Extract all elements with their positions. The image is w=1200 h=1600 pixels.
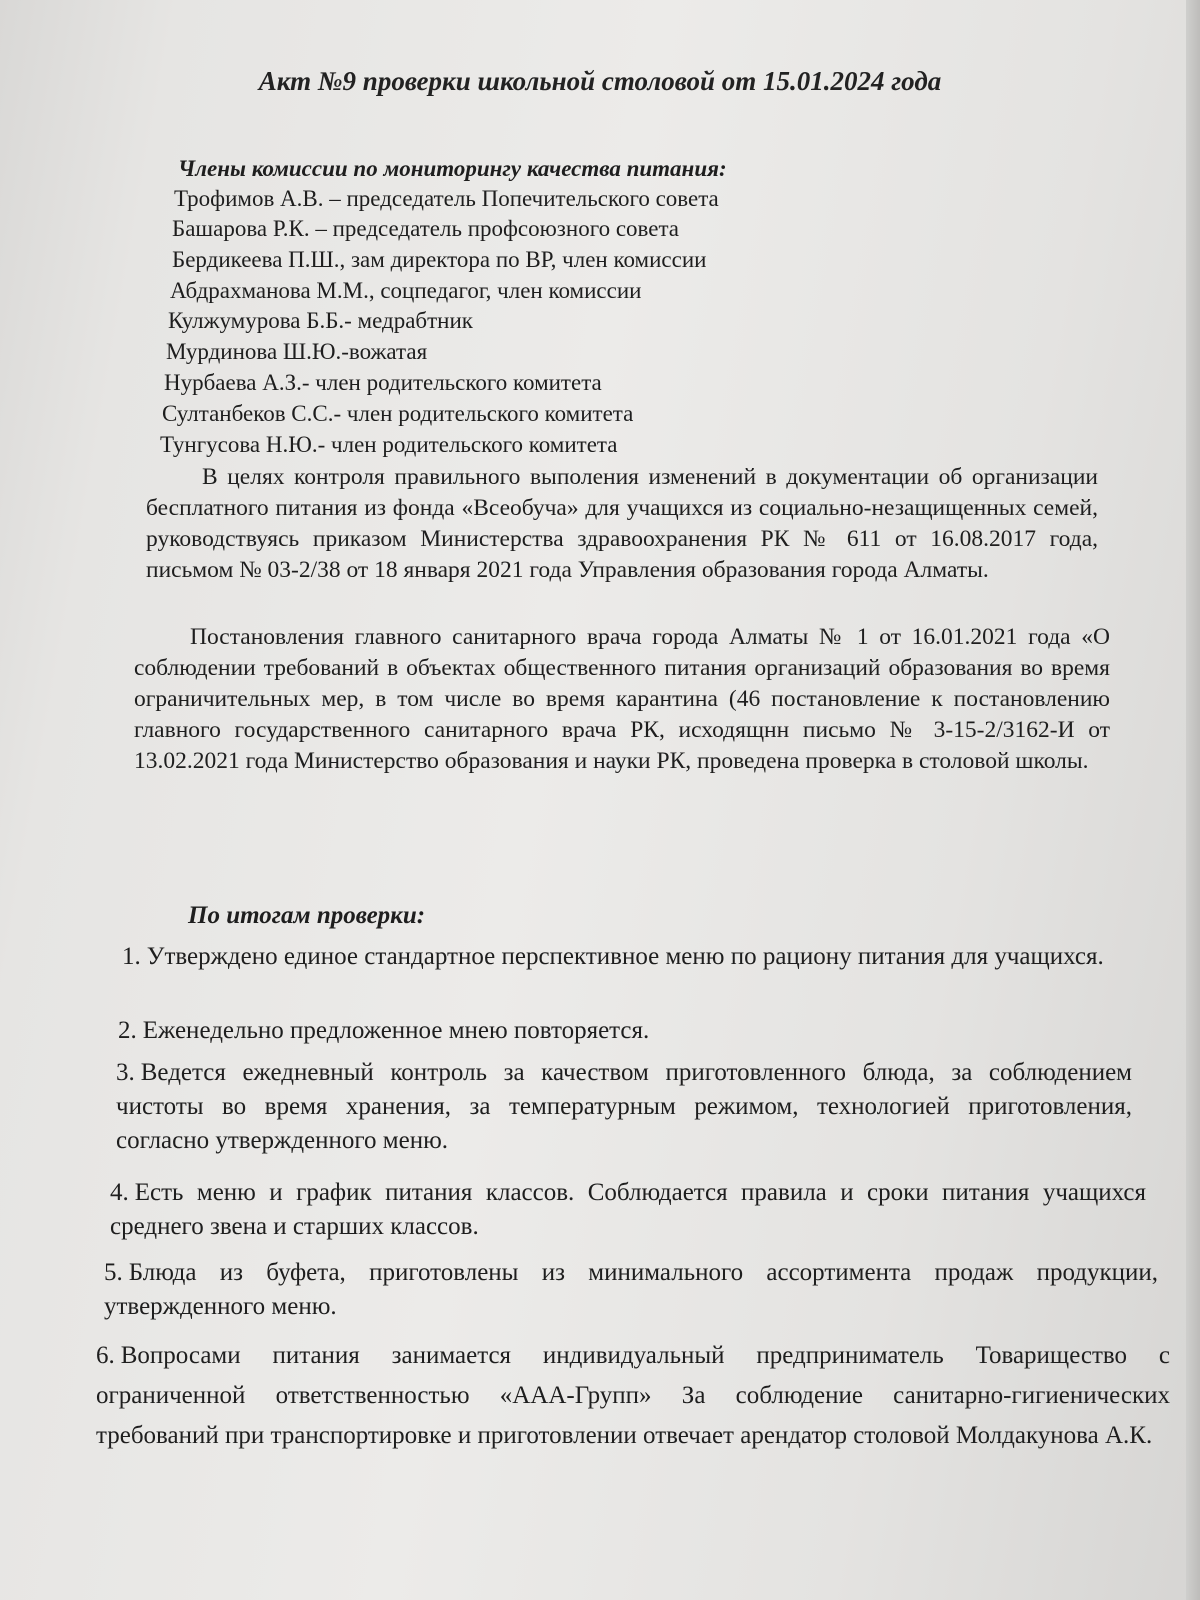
paragraph-resolution <box>134 622 1110 777</box>
result-text: Ведется ежедневный контроль за качеством приготовленного блюда, за соблюдением чистоты во время хранения, за температурным режимом, технологией приготовления, согласно утвержденного меню. <box>116 1059 1132 1154</box>
result-item <box>104 1256 1158 1324</box>
result-item <box>110 1176 1146 1244</box>
members-heading: Члены комиссии по мониторингу качества питания: <box>178 156 727 181</box>
result-text: Блюда из буфета, приготовлены из минимального ассортимента продаж продукции, утвержденного меню. <box>104 1259 1158 1320</box>
member-item: Кулжумурова Б.Б.- медрабтник <box>168 308 473 333</box>
result-item <box>96 1336 1170 1456</box>
paragraph-purpose <box>146 462 1098 586</box>
result-number: 6. <box>96 1342 115 1369</box>
result-number: 1. <box>122 943 141 970</box>
result-text: Вопросами питания занимается индивидуальный предприниматель Товарищество с ограниченной ответственностью «ААА-Групп» За соблюдение санитарно-гигиенических требований при транспортировке и приготовлении отвечает арендатор столовой Молдакунова А.К. <box>96 1342 1170 1449</box>
paragraph-resolution-text: Постановления главного санитарного врача города Алматы № 1 от 16.01.2021 года «О соблюдении требований в объектах общественного питания организаций образования во время ограничительных мер, в том числе во время карантина (46 постановление к постановлению главного государственного санитарного врача РК, исходящнн письмо № 3-15-2/3162-И от 13.02.2021 года Министерство образования и науки РК, проведена проверка в столовой школы. <box>134 624 1110 774</box>
result-item <box>118 1014 1128 1048</box>
result-number: 5. <box>104 1259 123 1286</box>
member-item: Тунгусова Н.Ю.- член родительского комитета <box>160 432 618 457</box>
member-item: Трофимов А.В. – председатель Попечительского совета <box>174 186 719 211</box>
member-item: Нурбаева А.З.- член родительского комитета <box>164 370 602 395</box>
result-text: Еженедельно предложенное мнею повторяется. <box>142 1017 650 1044</box>
result-text: Утверждено единое стандартное перспективное меню по рациону питания для учащихся. <box>146 943 1104 970</box>
result-item <box>116 1056 1132 1158</box>
result-number: 4. <box>110 1179 129 1206</box>
results-heading: По итогам проверки: <box>188 902 426 929</box>
member-item: Султанбеков С.С.- член родительского комитета <box>162 401 634 426</box>
result-number: 2. <box>118 1017 137 1044</box>
member-item: Бердикеева П.Ш., зам директора по ВР, член комиссии <box>172 247 707 272</box>
member-item: Абдрахманова М.М., соцпедагог, член комиссии <box>170 278 642 303</box>
result-number: 3. <box>116 1059 135 1086</box>
result-text: Есть меню и график питания классов. Соблюдается правила и сроки питания учащихся среднего звена и старших классов. <box>110 1179 1146 1240</box>
member-item: Башарова Р.К. – председатель профсоюзного совета <box>172 216 679 241</box>
paragraph-purpose-text: В целях контроля правильного выполения изменений в документации об организации бесплатного питания из фонда «Всеобуча» для учащихся из социально-незащищенных семей, руководствуясь приказом Министерства здравоохранения РК № 611 от 16.08.2017 года, письмом № 03-2/38 от 18 января 2021 года Управления образования города Алматы. <box>146 464 1098 583</box>
document-title: Акт №9 проверки школьной столовой от 15.01.2024 года <box>258 66 942 96</box>
member-item: Мурдинова Ш.Ю.-вожатая <box>166 339 428 364</box>
result-item <box>122 940 1122 974</box>
page-edge <box>1186 0 1200 1600</box>
